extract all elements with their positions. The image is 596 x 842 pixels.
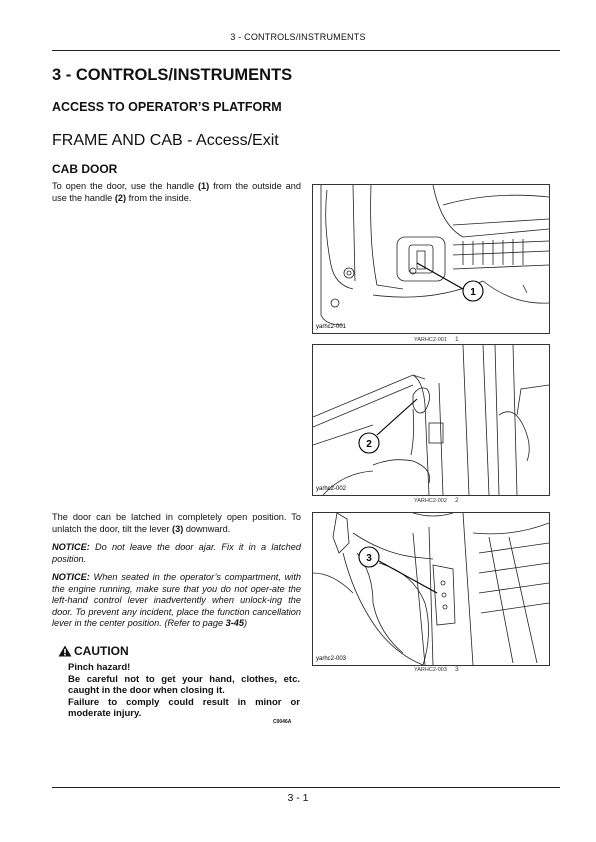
page-number: 3 - 1 [287, 792, 309, 804]
caution-line-2: Be careful not to get your hand, clothes, etc. caught in the door when closing it. [68, 673, 300, 697]
figure-3-latch-lever [312, 512, 550, 666]
figure-2-inside-handle [312, 344, 550, 496]
figure-1-code: YARHC2-001 [414, 337, 447, 343]
header-rule [52, 50, 560, 51]
door-latch-illustration [313, 513, 549, 665]
callout-3-number: 3 [366, 553, 372, 564]
handle-ref-2: (2) [114, 192, 127, 203]
section-subtitle: ACCESS TO OPERATOR’S PLATFORM [52, 100, 282, 114]
caution-line-3: Failure to comply could result in minor or moderate injury. [68, 696, 300, 720]
paragraph-latch-door: The door can be latched in completely open position. To unlatch the door, tilt the lever (3) downward. [52, 512, 301, 534]
section-title: 3 - CONTROLS/INSTRUMENTS [52, 66, 293, 84]
caution-code: C0046A [273, 719, 292, 725]
figure-1-id: yarhc2-001 [316, 324, 347, 330]
cab-door-outside-illustration [313, 185, 549, 333]
figure-3-number: 3 [455, 666, 459, 673]
callout-2-leader [377, 399, 417, 435]
caution-title: CAUTION [58, 644, 129, 658]
callout-1-number: 1 [470, 287, 476, 298]
topic-title: FRAME AND CAB - Access/Exit [52, 132, 279, 149]
callout-1-leader [417, 263, 463, 289]
handle-ref-1: (1) [197, 181, 210, 191]
cab-door-inside-illustration [313, 345, 549, 495]
caution-body [68, 662, 300, 720]
paragraph-open-door: To open the door, use the handle (1) from the outside and use the handle (2) from the inside. [52, 181, 302, 203]
page-ref: 3-45 [225, 618, 245, 629]
callout-2-number: 2 [366, 439, 372, 450]
subsection-title: CAB DOOR [52, 162, 118, 176]
caution-line-1: Pinch hazard! [68, 662, 131, 673]
notice-control-lever: NOTICE: When seated in the operator’s compartment, with the engine running, make sure that you do not oper-ate the left-hand control lever inadvertently when unlock-ing the door. To prevent any incident, place the function cancellation lever in the center position. (Refer to page 3-45) [52, 572, 301, 629]
running-header: 3 - CONTROLS/INSTRUMENTS [230, 32, 366, 42]
notice-ajar: NOTICE: Do not leave the door ajar. Fix it in a latched position. [52, 542, 301, 564]
figure-2-code: YARHC2-002 [414, 498, 447, 504]
warning-triangle-icon [58, 645, 72, 657]
figure-1-outside-handle [312, 184, 550, 334]
lever-ref-3: (3) [172, 523, 184, 534]
figure-1-number: 1 [455, 336, 459, 343]
callout-3-leader [379, 561, 437, 593]
figure-2-id: yarhc2-002 [316, 486, 347, 492]
figure-2-number: 2 [455, 497, 459, 504]
footer-rule [52, 787, 560, 788]
figure-3-id: yarhc2-003 [316, 656, 347, 662]
figure-3-code: YARHC2-003 [414, 667, 447, 673]
